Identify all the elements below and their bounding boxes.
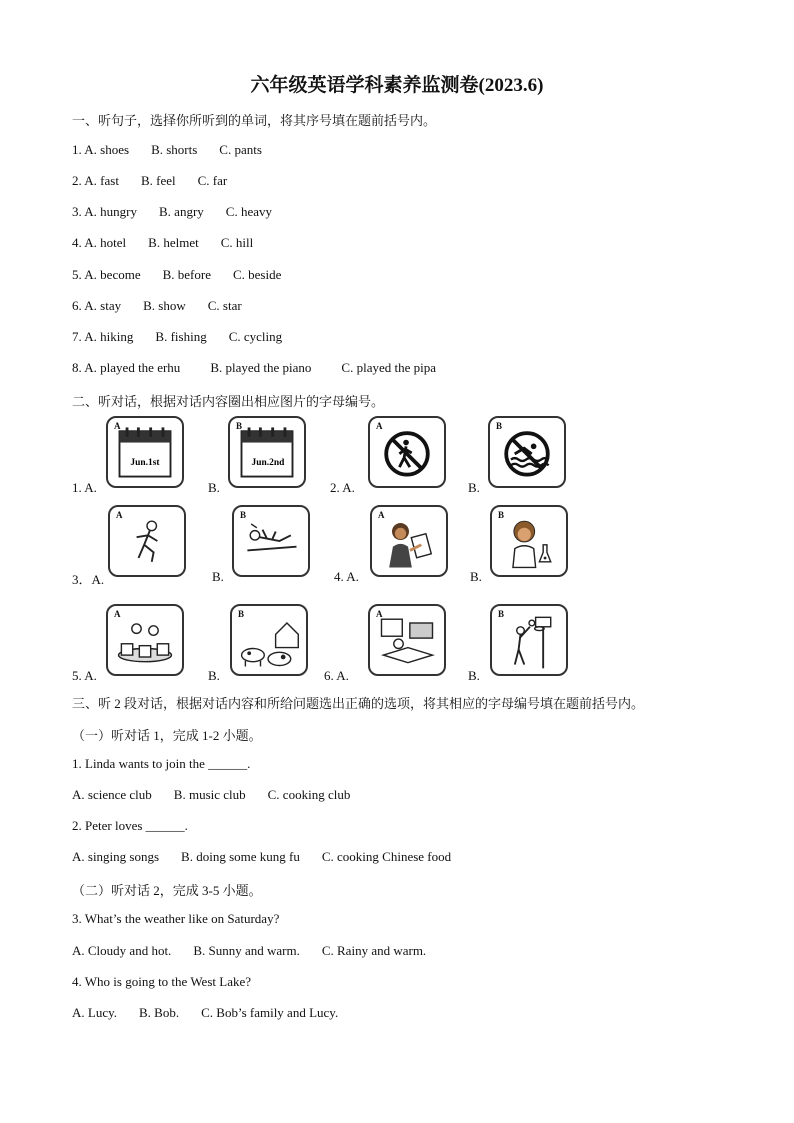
- option-c: C. cooking Chinese food: [321, 849, 452, 864]
- picture-tag: B: [498, 609, 505, 619]
- s3-question-2: 2. Peter loves ______.: [72, 818, 188, 833]
- desk-icon: [370, 606, 444, 674]
- running-boy-picture: [108, 505, 186, 577]
- picture-tag: A: [376, 609, 383, 619]
- no-pedestrian-icon: [370, 418, 444, 486]
- section1-heading: 一、听句子，选择你所听到的单词，将其序号填在题前括号内。: [72, 113, 437, 128]
- girl-icon: [372, 507, 446, 575]
- row-label: B.: [208, 480, 220, 495]
- picture-row-1: [72, 414, 592, 494]
- section2-heading: 二、听对话，根据对话内容圈出相应图片的字母编号。: [72, 394, 385, 409]
- s3-question-2-options: [72, 849, 473, 865]
- option-c: C. cooking club: [267, 787, 351, 802]
- picture-tag: A: [376, 421, 383, 431]
- row-label: B.: [468, 480, 480, 495]
- calendar-icon: [108, 418, 182, 486]
- option-a: A. Cloudy and hot.: [72, 943, 172, 958]
- picture-tag: B: [238, 609, 245, 619]
- s3-question-1-options: [72, 787, 372, 803]
- jumper-icon: [234, 507, 308, 575]
- s1-question-3: [72, 204, 294, 220]
- option-a: 5. A. become: [72, 267, 141, 282]
- section3-part2-heading: （二）听对话 2，完成 3-5 小题。: [72, 883, 262, 898]
- s1-question-4: [72, 235, 275, 251]
- cows-icon: [232, 606, 306, 674]
- picture-tag: B: [498, 510, 505, 520]
- option-b: B. show: [143, 298, 186, 313]
- basketball-player-icon: [492, 606, 566, 674]
- option-c: C. hill: [220, 235, 254, 250]
- row-label: 1. A.: [72, 480, 97, 495]
- picture-tag: A: [378, 510, 385, 520]
- option-b: B. feel: [140, 173, 176, 188]
- option-a: 2. A. fast: [72, 173, 119, 188]
- picture-row-3: [72, 602, 592, 682]
- option-b: B. music club: [173, 787, 246, 802]
- option-c: C. beside: [232, 267, 282, 282]
- option-b: B. angry: [159, 204, 204, 219]
- scientist-icon: [492, 507, 566, 575]
- row-label: 4. A.: [334, 569, 359, 584]
- picture-tag: B: [236, 421, 243, 431]
- carousel-picture: [106, 604, 184, 676]
- calendar-date-text: Jun.1st: [130, 458, 160, 469]
- picture-tag: B: [496, 421, 503, 431]
- option-a: A. Lucy.: [72, 1005, 118, 1020]
- option-b: B. Sunny and warm.: [193, 943, 300, 958]
- picture-tag: A: [114, 421, 121, 431]
- picture-tag: A: [116, 510, 123, 520]
- option-c: C. Bob’s family and Lucy.: [201, 1005, 339, 1020]
- s3-question-3: 3. What’s the weather like on Saturday?: [72, 911, 280, 926]
- girl-reading-picture: [370, 505, 448, 577]
- row-label: 5. A.: [72, 668, 97, 683]
- no-swimming-sign-picture: [488, 416, 566, 488]
- picture-row-2: [72, 503, 592, 587]
- row-label: 2. A.: [330, 480, 355, 495]
- s1-question-8: [72, 360, 458, 376]
- s3-question-4-options: [72, 1005, 360, 1021]
- option-c: C. cycling: [228, 329, 283, 344]
- s1-question-6: [72, 298, 264, 314]
- option-a: 8. A. played the erhu: [72, 360, 181, 375]
- calendar-jun1-picture: [106, 416, 184, 488]
- option-b: B. shorts: [151, 142, 198, 157]
- option-b: B. Bob.: [139, 1005, 180, 1020]
- s3-question-4: 4. Who is going to the West Lake?: [72, 974, 251, 989]
- row-label: 3．A.: [72, 572, 105, 587]
- option-b: B. doing some kung fu: [181, 849, 300, 864]
- no-walking-sign-picture: [368, 416, 446, 488]
- s3-question-3-options: [72, 943, 448, 959]
- option-b: B. before: [162, 267, 211, 282]
- option-b: B. played the piano: [210, 360, 312, 375]
- no-swimming-icon: [490, 418, 564, 486]
- reading-desk-picture: [368, 604, 446, 676]
- row-label: B.: [470, 569, 482, 584]
- picture-tag: A: [114, 609, 121, 619]
- option-a: A. science club: [72, 787, 152, 802]
- option-c: C. Rainy and warm.: [321, 943, 427, 958]
- runner-icon: [110, 507, 184, 575]
- boy-science-picture: [490, 505, 568, 577]
- page-title: 六年级英语学科素养监测卷(2023.6): [250, 75, 544, 96]
- carousel-icon: [108, 606, 182, 674]
- section3-heading: 三、听 2 段对话，根据对话内容和所给问题选出正确的选项，将其相应的字母编号填在题前括号内。: [72, 696, 645, 711]
- option-c: C. far: [197, 173, 228, 188]
- calendar-date-text: Jun.2nd: [251, 458, 285, 469]
- option-c: C. pants: [219, 142, 262, 157]
- option-a: 4. A. hotel: [72, 235, 127, 250]
- option-a: 6. A. stay: [72, 298, 122, 313]
- row-label: B.: [208, 668, 220, 683]
- section3-part1-heading: （一）听对话 1，完成 1-2 小题。: [72, 728, 262, 743]
- option-c: C. played the pipa: [341, 360, 436, 375]
- option-a: 7. A. hiking: [72, 329, 134, 344]
- option-a: 3. A. hungry: [72, 204, 137, 219]
- row-label: 6. A.: [324, 668, 349, 683]
- basketball-picture: [490, 604, 568, 676]
- option-b: B. fishing: [155, 329, 207, 344]
- calendar-jun2-picture: [228, 416, 306, 488]
- high-jump-picture: [232, 505, 310, 577]
- row-label: B.: [212, 569, 224, 584]
- s1-question-7: [72, 329, 304, 345]
- farm-animals-picture: [230, 604, 308, 676]
- calendar-icon: [230, 418, 304, 486]
- picture-tag: B: [240, 510, 247, 520]
- s1-question-2: [72, 173, 249, 189]
- s1-question-1: [72, 142, 284, 158]
- option-c: C. star: [207, 298, 242, 313]
- option-a: 1. A. shoes: [72, 142, 130, 157]
- row-label: B.: [468, 668, 480, 683]
- option-a: A. singing songs: [72, 849, 160, 864]
- s3-question-1: 1. Linda wants to join the ______.: [72, 756, 251, 771]
- option-b: B. helmet: [148, 235, 199, 250]
- s1-question-5: [72, 267, 303, 283]
- option-c: C. heavy: [225, 204, 272, 219]
